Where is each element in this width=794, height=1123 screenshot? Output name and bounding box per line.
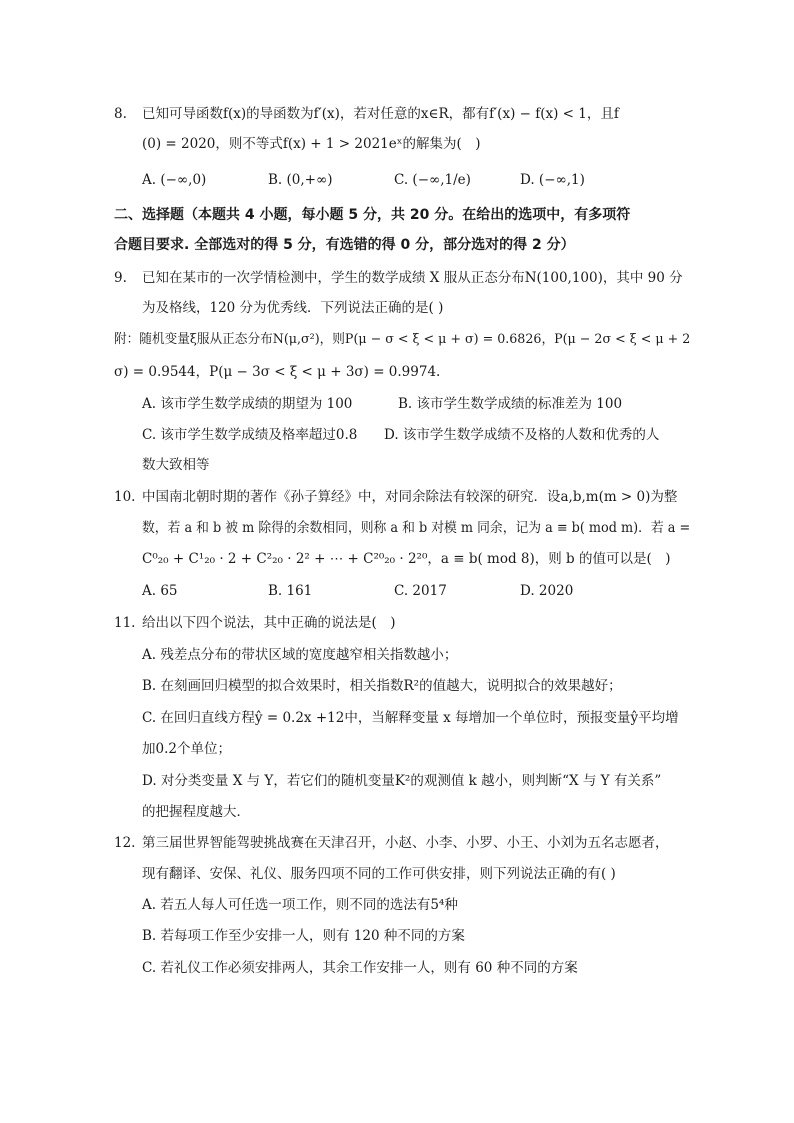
option-d: D. 对分类变量 X 与 Y，若它们的随机变量K²的观测值 k 越小，则判断“X 与 Y 有关系” xyxy=(142,773,662,789)
appendix-note: σ) = 0.9544，P(μ − 3σ < ξ < μ + 3σ) = 0.9974. xyxy=(114,364,441,380)
question-text: 第三届世界智能驾驶挑战赛在天津召开，小赵、小李、小罗、小王、小刘为五名志愿者， xyxy=(142,835,669,851)
option-c-continued: 加0.2个单位； xyxy=(142,741,231,757)
question-text: 已知在某市的一次学情检测中，学生的数学成绩 X 服从正态分布N(100,100)，其中 90 分 xyxy=(142,270,683,286)
section-subtitle: 合题目要求. 全部选对的得 5 分，有选错的得 0 分，部分选对的得 2 分） xyxy=(114,237,575,253)
option-c: C. 若礼仪工作必须安排两人，其余工作安排一人，则有 60 种不同的方案 xyxy=(142,960,578,976)
option-a: A. 65 xyxy=(142,583,178,599)
option-c: C. (−∞,1/e) xyxy=(394,172,471,188)
question-number: 11. xyxy=(114,615,136,631)
option-c: C. 该市学生数学成绩及格率超过0.8 xyxy=(142,427,358,443)
option-d: D. 2020 xyxy=(520,583,574,599)
question-number: 8. xyxy=(114,106,127,122)
option-b: B. 161 xyxy=(268,583,313,599)
option-a: A. 残差点分布的带状区域的宽度越窄相关指数越小； xyxy=(142,647,458,663)
question-text: 已知可导函数f(x)的导函数为f′(x)，若对任意的x∈R，都有f′(x) − f(x) < 1，且f xyxy=(142,106,619,122)
option-c: C. 2017 xyxy=(394,583,447,599)
question-text: (0) = 2020，则不等式f(x) + 1 > 2021eˣ的解集为( ) xyxy=(142,136,481,152)
question-text: 数，若 a 和 b 被 m 除得的余数相同，则称 a 和 b 对模 m 同余，记为 a ≡ b( mod m)．若 a = xyxy=(142,520,691,536)
question-number: 10. xyxy=(114,489,136,505)
option-a: A. 该市学生数学成绩的期望为 100 xyxy=(142,396,353,412)
option-a: A. (−∞,0) xyxy=(142,172,207,188)
option-b: B. 该市学生数学成绩的标准差为 100 xyxy=(398,396,623,412)
option-d-continued: 的把握程度越大． xyxy=(142,804,250,820)
option-d: D. (−∞,1) xyxy=(520,172,585,188)
question-text: 为及格线，120 分为优秀线．下列说法正确的是( ) xyxy=(142,300,444,316)
option-c: C. 在回归直线方程ŷ = 0.2x +12中，当解释变量 x 每增加一个单位时，预报变量ŷ平均增 xyxy=(142,710,679,726)
question-number: 9. xyxy=(114,270,127,286)
question-text: 给出以下四个说法，其中正确的说法是( ) xyxy=(142,615,396,631)
option-b: B. (0,+∞) xyxy=(268,172,333,188)
question-text: 现有翻译、安保、礼仪、服务四项不同的工作可供安排，则下列说法正确的有( ) xyxy=(142,866,616,882)
option-b: B. 在刻画回归模型的拟合效果时，相关指数R²的值越大，说明拟合的效果越好； xyxy=(142,678,622,694)
section-title: 二、选择题（本题共 4 小题，每小题 5 分，共 20 分。在给出的选项中，有多项符 xyxy=(114,207,631,223)
appendix-note: 附：随机变量ξ服从正态分布N(μ,σ²)，则P(μ − σ < ξ < μ + σ) = 0.6826，P(μ − 2σ < ξ < μ + 2 xyxy=(114,332,691,347)
option-d: D. 该市学生数学成绩不及格的人数和优秀的人 xyxy=(384,427,660,443)
option-b: B. 若每项工作至少安排一人，则有 120 种不同的方案 xyxy=(142,928,465,944)
question-text: C⁰₂₀ + C¹₂₀ · 2 + C²₂₀ · 2² + ⋯ + C²⁰₂₀ · 2²⁰，a ≡ b( mod 8)，则 b 的值可以是( ) xyxy=(142,551,671,567)
option-a: A. 若五人每人可任选一项工作，则不同的选法有5⁴种 xyxy=(142,897,458,913)
question-number: 12. xyxy=(114,835,136,851)
question-text: 中国南北朝时期的著作《孙子算经》中，对同余除法有较深的研究．设a,b,m(m > 0)为整 xyxy=(142,489,678,505)
option-d-continued: 数大致相等 xyxy=(142,457,210,473)
